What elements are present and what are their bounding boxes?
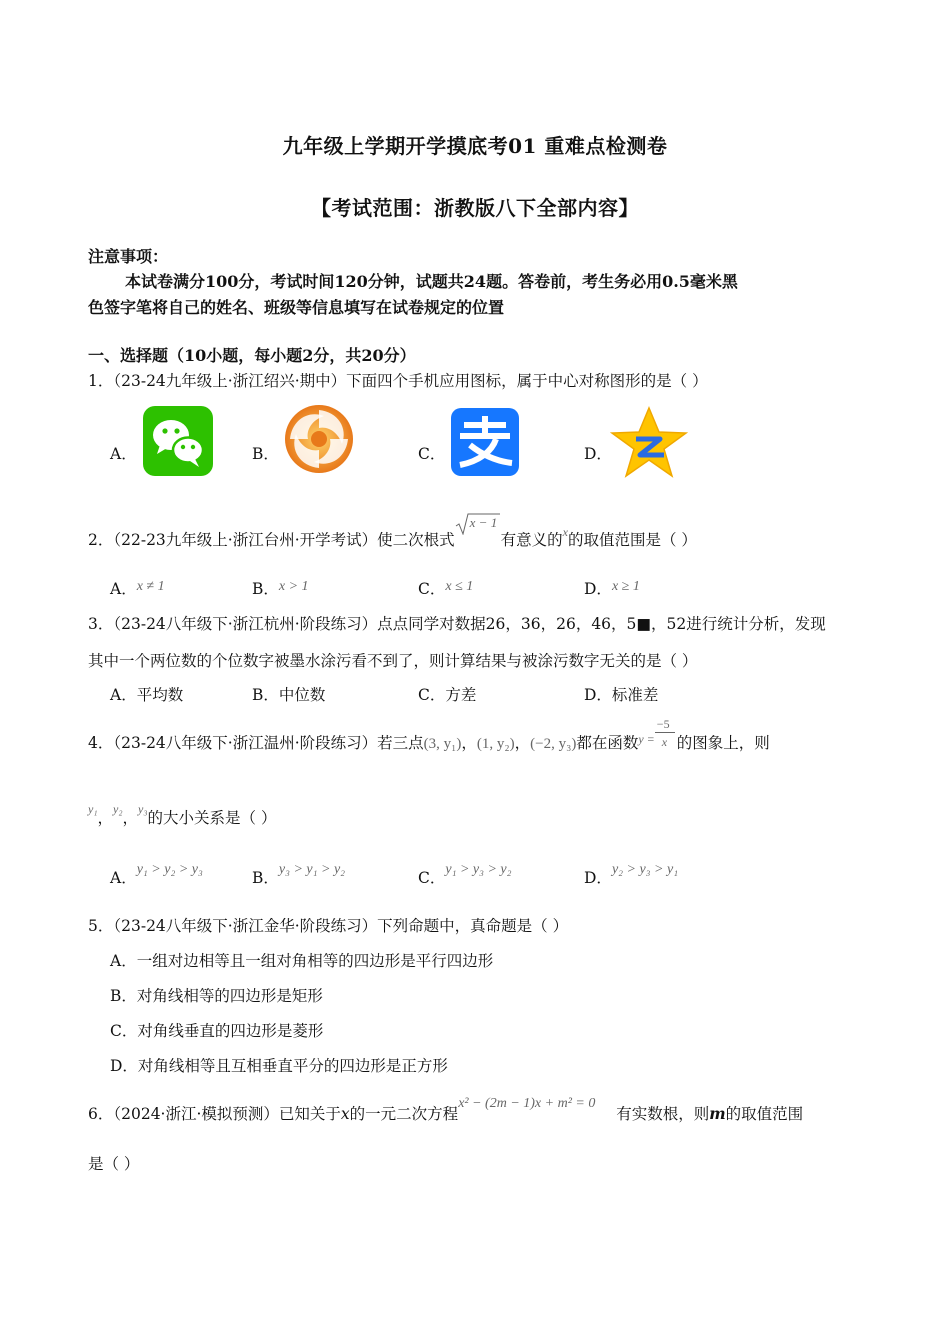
- question-2-mid: 有意义的: [500, 531, 563, 549]
- q2-option-c: [418, 577, 473, 599]
- q3-option-d: D．标准差: [584, 686, 659, 704]
- q5-option-b: B．对角线相等的四边形是矩形: [110, 987, 323, 1005]
- variable-m: m: [709, 1104, 726, 1123]
- q1-option-c-label: C．: [418, 445, 446, 463]
- q3-option-a: A．平均数: [110, 686, 184, 704]
- fraction-denominator: x: [661, 735, 668, 749]
- q2-option-d-label: D．: [584, 580, 612, 598]
- q2-option-b-math: x > 1: [278, 579, 309, 594]
- question-6-line-2: 是（ ）: [88, 1155, 140, 1173]
- point-1: (3, y₁): [423, 736, 462, 752]
- q1-option-b-label: B．: [252, 445, 279, 463]
- question-6-mid: 的一元二次方程: [349, 1105, 459, 1123]
- question-4-tail: 的大小关系是（ ）: [147, 809, 277, 827]
- q2-option-a-label: A．: [110, 580, 137, 598]
- page-title: 九年级上学期开学摸底考01 重难点检测卷: [282, 134, 668, 158]
- q4-option-c: [418, 862, 512, 888]
- q4-option-b-label: B．: [252, 869, 279, 887]
- q3-option-b: B．中位数: [252, 686, 326, 704]
- q5-option-a: A．一组对边相等且一组对角相等的四边形是平行四边形: [110, 952, 494, 970]
- q1-option-d-label: D．: [584, 445, 612, 463]
- q4-option-d-math: y₂ > y₃ > y₁: [611, 862, 679, 877]
- wechat-icon: [142, 405, 214, 477]
- question-4-line-2: [88, 802, 277, 828]
- question-1-text: 1．（23-24九年级上·浙江绍兴·期中）下面四个手机应用图标，属于中心对称图形的是（ ）: [88, 372, 708, 390]
- section-heading: 一、选择题（10小题，每小题2分，共20分）: [88, 346, 416, 365]
- question-4-prefix: 4．（23-24八年级下·浙江温州·阶段练习）若三点: [88, 734, 424, 752]
- q1-option-a-label: A．: [110, 445, 137, 463]
- question-3-line-2: 其中一个两位数的个位数字被墨水涂污看不到了，则计算结果与被涂污数字无关的是（ ）: [88, 652, 698, 670]
- var-y2: y₂: [113, 802, 123, 816]
- q4-option-a-math: y₁ > y₂ > y₃: [136, 862, 203, 877]
- variable-x: x: [562, 525, 568, 539]
- qq-zone-icon: [610, 405, 688, 479]
- fraction-bar: [655, 732, 675, 733]
- question-2-prefix: 2．（22-23九年级上·浙江台州·开学考试）使二次根式: [88, 531, 455, 549]
- q4-option-a: [110, 862, 203, 888]
- q4-option-b: [252, 862, 346, 888]
- quadratic-equation: x² − (2m − 1)x + m² = 0: [458, 1096, 596, 1111]
- phoenix-icon: [282, 402, 356, 476]
- q5-option-c: C．对角线垂直的四边形是菱形: [110, 1022, 324, 1040]
- question-4-mid: 都在函数: [576, 734, 639, 752]
- question-4-line-1: [88, 717, 770, 753]
- radicand: x − 1: [469, 515, 498, 530]
- comma-2: ，: [514, 734, 531, 752]
- question-2-line: [88, 515, 697, 550]
- q2-option-a: [110, 577, 165, 599]
- variable-x-text: x: [340, 1105, 350, 1123]
- q2-option-c-math: x ≤ 1: [445, 579, 474, 594]
- q2-option-d-math: x ≥ 1: [611, 579, 640, 594]
- q4-option-a-label: A．: [110, 869, 137, 887]
- question-5-text: 5．（23-24八年级下·浙江金华·阶段练习）下列命题中，真命题是（ ）: [88, 917, 569, 935]
- q4-option-b-math: y₃ > y₁ > y₂: [278, 862, 346, 877]
- sep-2: ，: [122, 809, 139, 827]
- q2-option-d: [584, 577, 640, 599]
- exam-scope: 【考试范围：浙教版八下全部内容】: [311, 196, 639, 220]
- q2-option-c-label: C．: [418, 580, 446, 598]
- fraction-numerator: −5: [656, 717, 670, 731]
- question-2-suffix: 的取值范围是（ ）: [568, 531, 697, 549]
- question-6-post-1: 有实数根，则: [616, 1105, 710, 1123]
- q4-option-c-math: y₁ > y₃ > y₂: [445, 862, 512, 877]
- var-y3: y₃: [138, 802, 148, 816]
- comma-1: ，: [461, 734, 477, 752]
- q2-option-b: [252, 577, 309, 599]
- question-3-line-1: 3．（23-24八年级下·浙江杭州·阶段练习）点点同学对数据26，36，26，46，5■，52进行统计分析，发现: [88, 615, 826, 633]
- var-y1: y₁: [88, 802, 98, 816]
- point-3: (−2, y₃): [530, 736, 577, 752]
- fraction: [655, 717, 677, 749]
- q2-option-a-math: x ≠ 1: [136, 579, 165, 594]
- sqrt-expression: [455, 515, 501, 545]
- q4-option-d-label: D．: [584, 869, 612, 887]
- point-2: (1, y₂): [476, 736, 515, 752]
- q4-option-d: [584, 862, 679, 888]
- q3-option-c: C．方差: [418, 686, 477, 704]
- alipay-icon: [450, 407, 520, 477]
- q4-option-c-label: C．: [418, 869, 446, 887]
- question-6-line-1: [88, 1096, 804, 1124]
- notice-heading: 注意事项：: [88, 247, 169, 266]
- q2-option-b-label: B．: [252, 580, 279, 598]
- function-lhs: y =: [638, 732, 655, 746]
- notice-line-2: 色签字笔将自己的姓名、班级等信息填写在试卷规定的位置: [88, 298, 505, 317]
- question-4-post: 的图象上，则: [676, 734, 770, 752]
- question-6-post-2: 的取值范围: [725, 1105, 804, 1123]
- q5-option-d: D．对角线相等且互相垂直平分的四边形是正方形: [110, 1057, 448, 1075]
- sep-1: ，: [97, 809, 114, 827]
- question-6-prefix: 6．（2024·浙江·模拟预测）已知关于: [88, 1105, 341, 1123]
- notice-line-1: 本试卷满分100分，考试时间120分钟，试题共24题。答卷前，考生务必用0.5毫米黑: [125, 272, 738, 291]
